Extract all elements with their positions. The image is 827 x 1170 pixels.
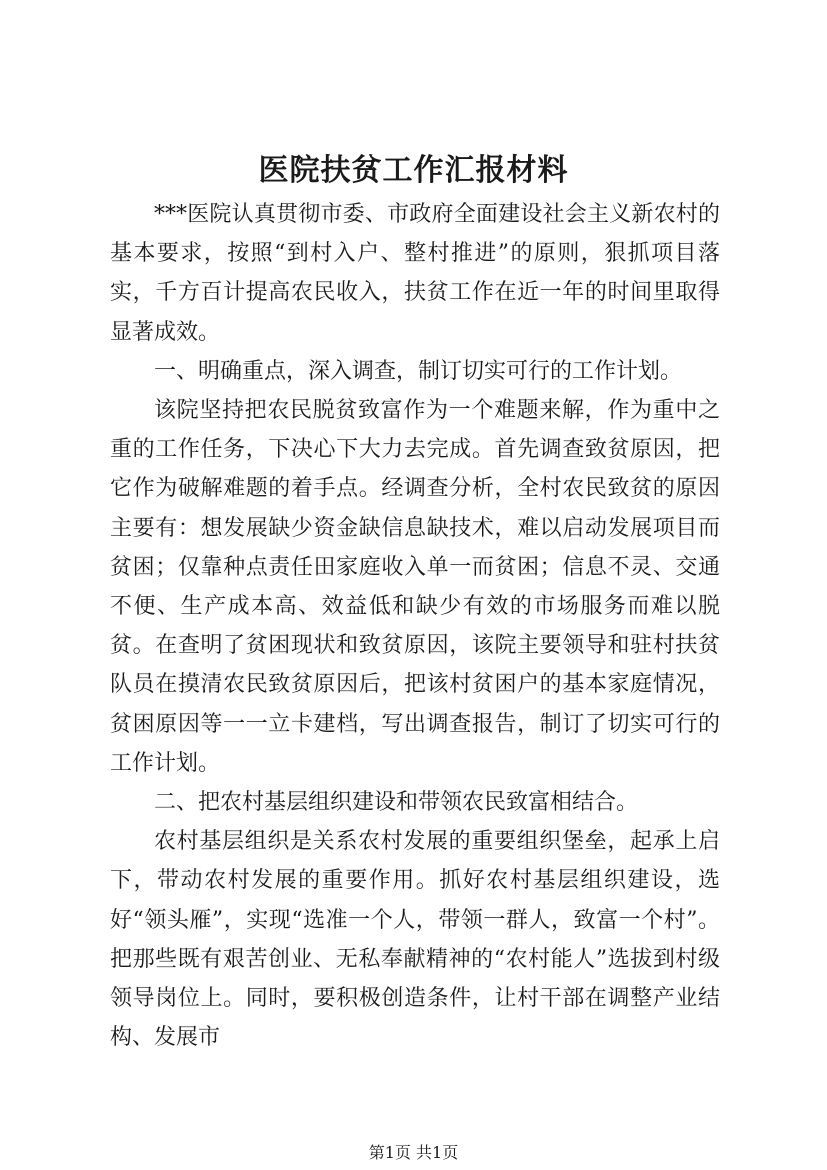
section-heading-1: 一、明确重点，深入调查，制订切实可行的工作计划。	[154, 358, 683, 384]
section-heading-2: 二、把农村基层组织建设和带领农民致富相结合。	[154, 790, 639, 816]
document-body	[110, 195, 720, 1057]
paragraph-intro: ***医院认真贯彻市委、市政府全面建设社会主义新农村的基本要求，按照“到村入户、整村推进”的原则，狠抓项目落实，千方百计提高农民收入，扶贫工作在近一年的时间里取得显著成效。	[110, 202, 720, 345]
paragraph-section-1: 该院坚持把农民脱贫致富作为一个难题来解，作为重中之重的工作任务，下决心下大力去完成。首先调查致贫原因，把它作为破解难题的着手点。经调查分析，全村农民致贫的原因主要有：想发展缺少资金缺信息缺技术，难以启动发展项目而贫困；仅靠种点责任田家庭收入单一而贫困；信息不灵、交通不便、生产成本高、效益低和缺少有效的市场服务而难以脱贫。在查明了贫困现状和致贫原因，该院主要领导和驻村扶贫队员在摸清农民致贫原因后，把该村贫困户的基本家庭情况，贫困原因等一一立卡建档，写出调查报告，制订了切实可行的工作计划。	[110, 398, 720, 776]
page-footer: 第1页 共1页	[368, 1143, 459, 1162]
document-title: 医院扶贫工作汇报材料	[258, 153, 569, 188]
paragraph-section-2: 农村基层组织是关系农村发展的重要组织堡垒，起承上启下，带动农村发展的重要作用。抓好农村基层组织建设，选好“领头雁”，实现“选准一个人，带领一群人，致富一个村”。把那些既有艰苦创业、无私奉献精神的“农村能人”选拔到村级领导岗位上。同时，要积极创造条件，让村干部在调整产业结构、发展市	[110, 829, 720, 1051]
